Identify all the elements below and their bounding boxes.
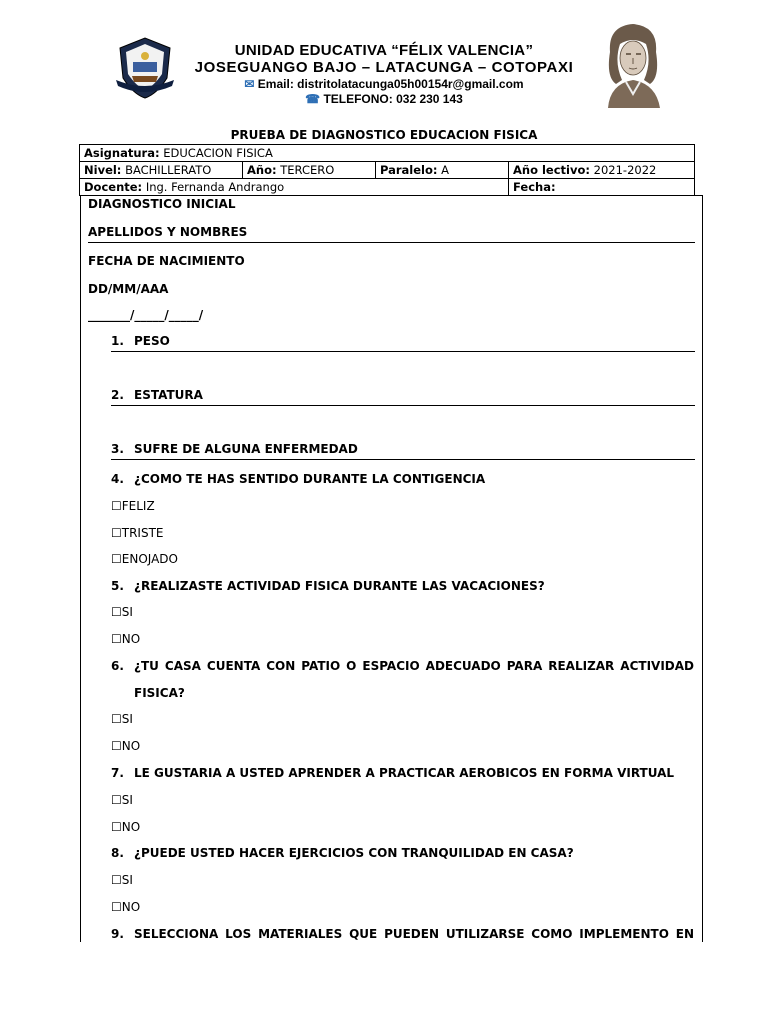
question-4: 4. ¿COMO TE HAS SENTIDO DURANTE LA CONTIGENCIA bbox=[111, 472, 486, 486]
question-6-continued: FISICA? bbox=[134, 686, 185, 700]
checkbox-feliz[interactable]: ☐FELIZ bbox=[111, 499, 155, 513]
question-3: 3. SUFRE DE ALGUNA ENFERMEDAD bbox=[111, 442, 358, 456]
question-1: 1. PESO bbox=[111, 334, 170, 348]
question-9: 9. SELECCIONA LOS MATERIALES QUE PUEDEN UTILIZARSE COMO IMPLEMENTO EN bbox=[111, 927, 694, 941]
checkbox-icon: ☐ bbox=[111, 712, 122, 726]
question-8: 8. ¿PUEDE USTED HACER EJERCICIOS CON TRANQUILIDAD EN CASA? bbox=[111, 846, 574, 860]
birth-date-label: FECHA DE NACIMIENTO bbox=[88, 254, 245, 268]
school-year-cell: Año lectivo: 2021-2022 bbox=[509, 162, 695, 179]
checkbox-icon: ☐ bbox=[111, 552, 122, 566]
checkbox-icon: ☐ bbox=[111, 873, 122, 887]
question-3-answer-line[interactable] bbox=[111, 459, 695, 460]
checkbox-icon: ☐ bbox=[111, 632, 122, 646]
question-1-answer-line[interactable] bbox=[111, 351, 695, 352]
checkbox-icon: ☐ bbox=[111, 499, 122, 513]
year-cell: Año: TERCERO bbox=[243, 162, 376, 179]
question-6: 6. ¿TU CASA CUENTA CON PATIO O ESPACIO ADECUADO PARA REALIZAR ACTIVIDAD bbox=[111, 659, 694, 673]
q6-checkbox-si[interactable]: ☐SI bbox=[111, 712, 133, 726]
checkbox-icon: ☐ bbox=[111, 526, 122, 540]
q7-checkbox-no[interactable]: ☐NO bbox=[111, 820, 141, 834]
question-5: 5. ¿REALIZASTE ACTIVIDAD FISICA DURANTE LAS VACACIONES? bbox=[111, 579, 545, 593]
checkbox-icon: ☐ bbox=[111, 739, 122, 753]
section-title: DIAGNOSTICO INICIAL bbox=[88, 197, 236, 211]
date-cell: Fecha: bbox=[509, 179, 695, 196]
birth-date-blank[interactable]: _______/_____/_____/ bbox=[88, 308, 204, 322]
document-title: PRUEBA DE DIAGNOSTICO EDUCACION FISICA bbox=[230, 128, 538, 142]
names-answer-line[interactable] bbox=[88, 242, 695, 243]
checkbox-icon: ☐ bbox=[111, 900, 122, 914]
names-label: APELLIDOS Y NOMBRES bbox=[88, 225, 248, 239]
checkbox-triste[interactable]: ☐TRISTE bbox=[111, 526, 164, 540]
q7-checkbox-si[interactable]: ☐SI bbox=[111, 793, 133, 807]
level-cell: Nivel: BACHILLERATO bbox=[80, 162, 243, 179]
envelope-icon: ✉ bbox=[244, 77, 255, 91]
question-7: 7. LE GUSTARIA A USTED APRENDER A PRACTICAR AEROBICOS EN FORMA VIRTUAL bbox=[111, 766, 675, 780]
checkbox-icon: ☐ bbox=[111, 605, 122, 619]
school-phone: TELEFONO: 032 230 143 bbox=[323, 92, 463, 106]
q5-checkbox-no[interactable]: ☐NO bbox=[111, 632, 141, 646]
checkbox-icon: ☐ bbox=[111, 820, 122, 834]
q8-checkbox-no[interactable]: ☐NO bbox=[111, 900, 141, 914]
q6-checkbox-no[interactable]: ☐NO bbox=[111, 739, 141, 753]
school-location: JOSEGUANGO BAJO – LATACUNGA – COTOPAXI bbox=[194, 59, 574, 76]
checkbox-icon: ☐ bbox=[111, 793, 122, 807]
date-format-label: DD/MM/AAA bbox=[88, 282, 169, 296]
question-2-answer-line[interactable] bbox=[111, 405, 695, 406]
phone-icon: ☎ bbox=[305, 92, 321, 106]
teacher-cell: Docente: Ing. Fernanda Andrango bbox=[80, 179, 509, 196]
q8-checkbox-si[interactable]: ☐SI bbox=[111, 873, 133, 887]
course-info-table bbox=[79, 144, 695, 196]
parallel-cell: Paralelo: A bbox=[376, 162, 509, 179]
subject-cell: Asignatura: EDUCACION FISICA bbox=[80, 145, 695, 162]
q5-checkbox-si[interactable]: ☐SI bbox=[111, 605, 133, 619]
question-2: 2. ESTATURA bbox=[111, 388, 203, 402]
school-email: Email: distritolatacunga05h00154r@gmail.com bbox=[257, 77, 524, 91]
checkbox-enojado[interactable]: ☐ENOJADO bbox=[111, 552, 178, 566]
school-name: UNIDAD EDUCATIVA “FÉLIX VALENCIA” bbox=[234, 42, 534, 59]
